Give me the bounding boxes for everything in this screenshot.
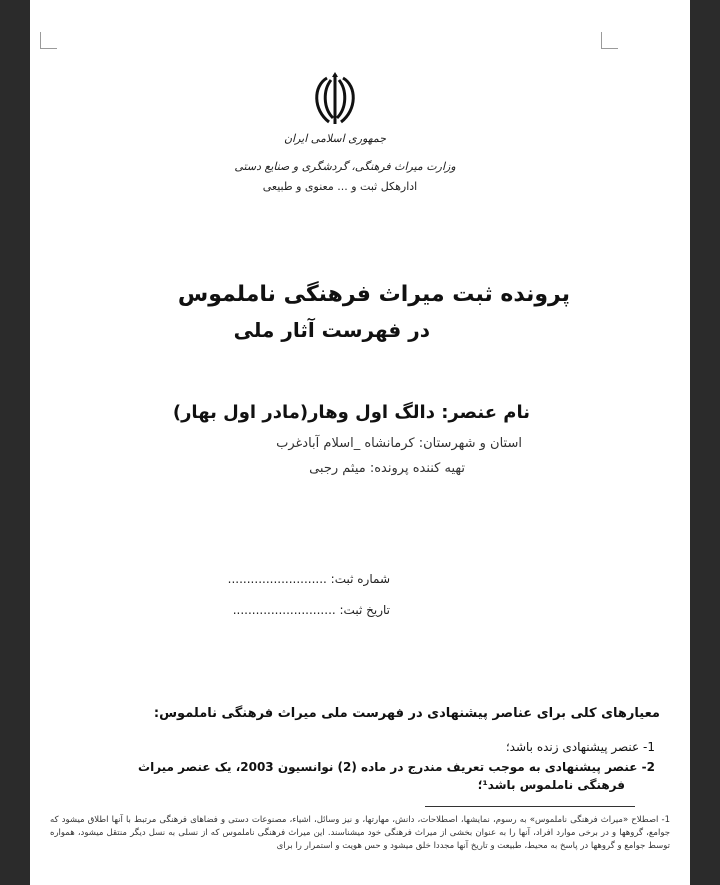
criteria-item: 1- عنصر پیشنهادی زنده باشد؛ (505, 740, 655, 754)
iran-emblem-icon (305, 70, 365, 130)
ministry-label: وزارت میراث فرهنگی، گردشگری و صنایع دستی (234, 160, 456, 173)
criteria-item-continuation: فرهنگی ناملموس باشد¹؛ (477, 778, 625, 792)
registration-date: تاریخ ثبت: ........................... (232, 603, 390, 617)
crop-mark-top-left (40, 32, 57, 49)
preparer-line: تهیه کننده پرونده: میثم رجبی (309, 461, 465, 476)
registration-number: شماره ثبت: .......................... (227, 572, 390, 586)
department-label: ادارهکل ثبت و ... معنوی و طبیعی (262, 180, 418, 193)
document-page (30, 0, 690, 885)
element-name: نام عنصر: دالگ اول وهار(مادر اول بهار) (172, 402, 530, 423)
footnote-separator (425, 806, 635, 807)
crop-mark-top-right (601, 32, 618, 49)
criteria-heading: معیارهای کلی برای عناصر پیشنهادی در فهرست ملی میراث فرهنگی ناملموس: (153, 706, 660, 721)
republic-label: جمهوری اسلامی ایران (283, 132, 387, 145)
document-subtitle: در فهرست آثار ملی (233, 318, 430, 342)
document-title: پرونده ثبت میراث فرهنگی ناملموس (177, 282, 570, 307)
criteria-item: 2- عنصر پیشنهادی به موجب تعریف مندرج در ماده (2) نوانسیون 2003، یک عنصر میراث (138, 760, 655, 774)
footnote-text: 1- اصطلاح «میراث فرهنگی ناملموس» به رسوم، نمایشها، اصطلاحات، دانش، مهارتها، و نیز وسائل، اشیاء، مصنوعات دستی و فضاهای فرهنگی مرتبط با آنها اطلاق میشود که جوامع، گروهها و در برخی موارد افراد، آنها را به عنوان بخشی از میراث فرهنگی خود میشناسند. این میراث فرهنگی ناملموس که از نسلی به نسل دیگر منتقل میشود، همواره توسط جوامع و گروهها در پاسخ به محیط، طبیعت و تاریخ آنها مجددا خلق میشود و حس هویت و استمرار را برای (50, 815, 670, 851)
province-line: استان و شهرستان: کرمانشاه _اسلام آبادغرب (276, 436, 522, 451)
